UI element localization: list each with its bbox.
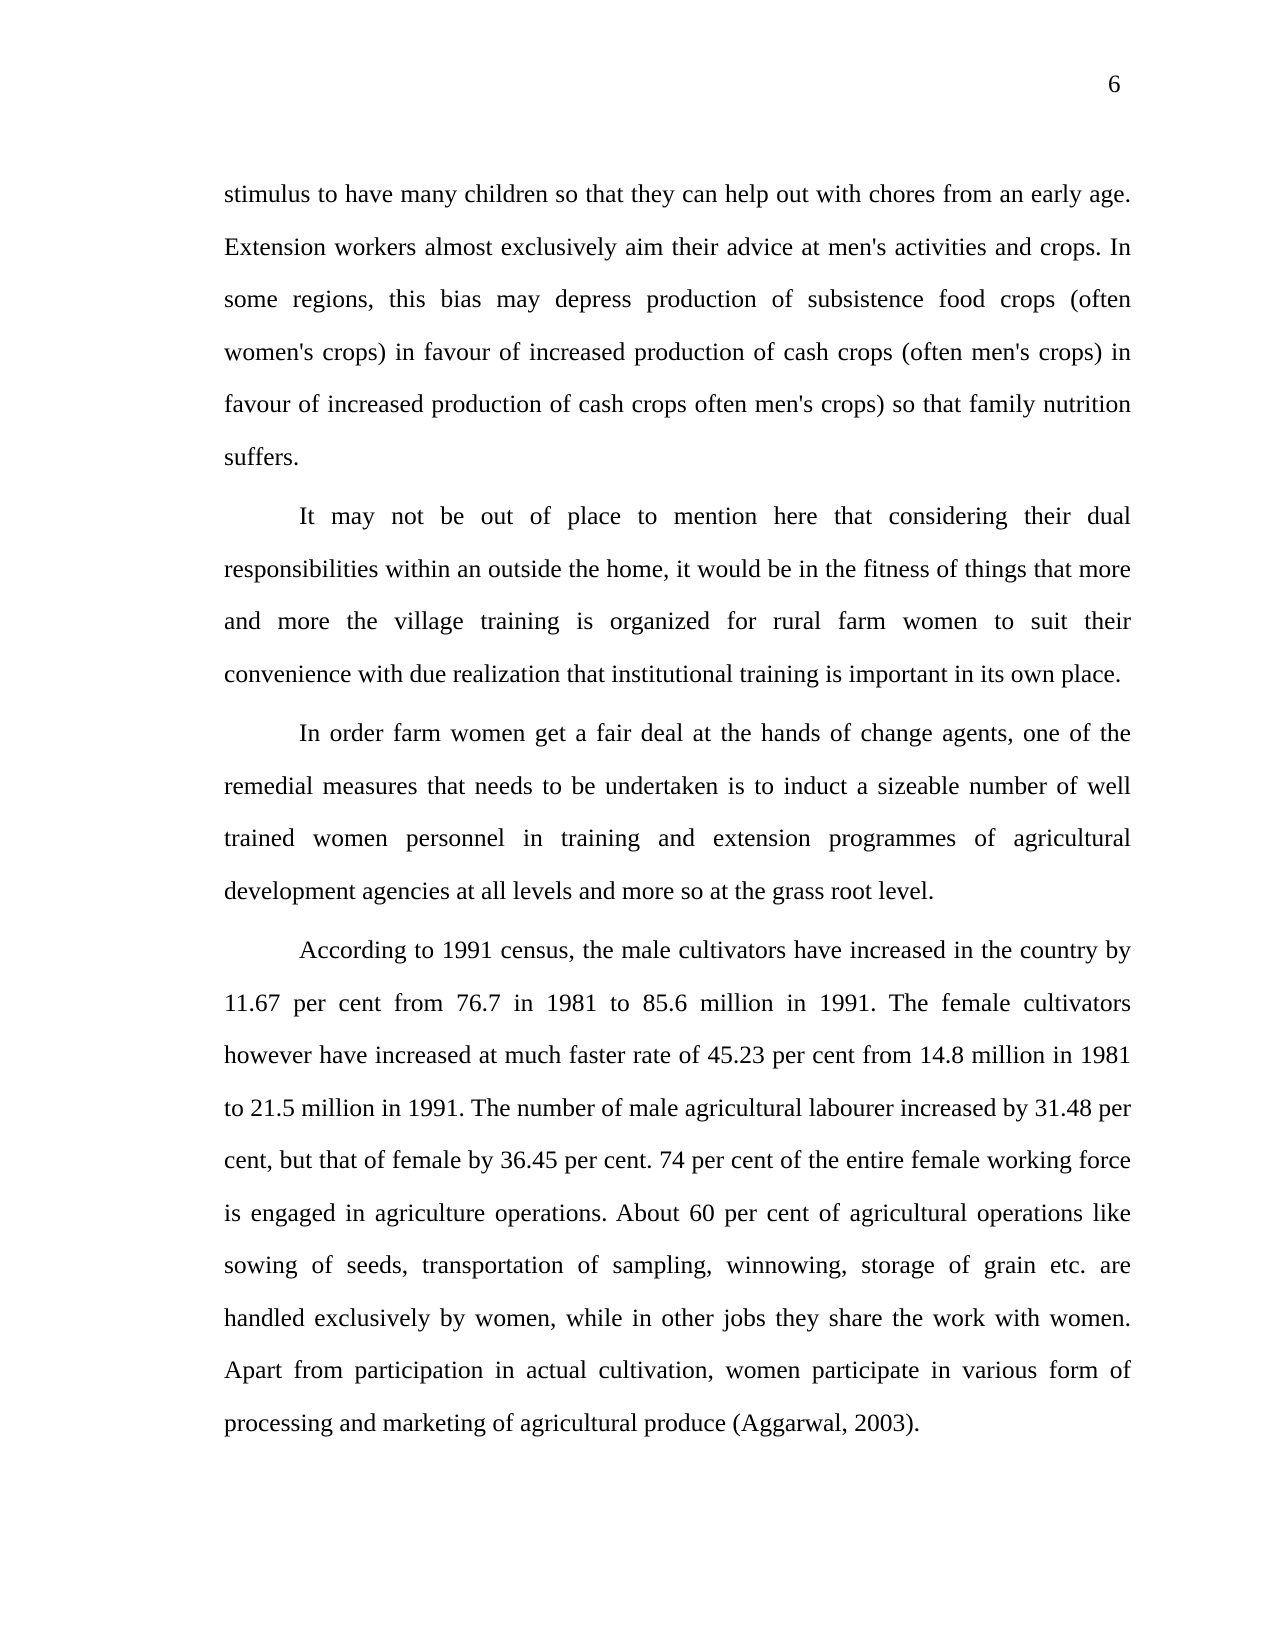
page-number: 6 — [1108, 71, 1121, 98]
paragraph-census-statistics: According to 1991 census, the male cultivators have increased in the country by 11.67 per cent from 76.7 in 1981 to 85.6 million in 1991. The female cultivators however have increased at much faster rate of 45.23 per cent from 14.8 million in 1981 to 21.5 million in 1991. The number of male agricultural labourer increased by 31.48 per cent, but that of female by 36.45 per cent. 74 per cent of the entire female working force is engaged in agriculture operations. About 60 per cent of agricultural operations like sowing of seeds, transportation of sampling, winnowing, storage of grain etc. are handled exclusively by women, while in other jobs they share the work with women. Apart from participation in actual cultivation, women participate in various form of processing and marketing of agricultural produce (Aggarwal, 2003). — [224, 935, 1131, 1437]
body-text — [224, 168, 1131, 1449]
paragraph-village-training: It may not be out of place to mention here that considering their dual responsibilities within an outside the home, it would be in the fitness of things that more and more the village training is organized for rural farm women to suit their convenience with due realization that institutional training is important in its own place. — [224, 501, 1131, 688]
paragraph-continued: stimulus to have many children so that they can help out with chores from an early age. Extension workers almost exclusively aim their advice at men's activities and crops. In some regions, this bias may depress production of subsistence food crops (often women's crops) in favour of increased production of cash crops (often men's crops) in favour of increased production of cash crops often men's crops) so that family nutrition suffers. — [224, 179, 1131, 471]
paragraph-remedial-measures: In order farm women get a fair deal at the hands of change agents, one of the remedial measures that needs to be undertaken is to induct a sizeable number of well trained women personnel in training and extension programmes of agricultural development agencies at all levels and more so at the grass root level. — [224, 718, 1131, 905]
